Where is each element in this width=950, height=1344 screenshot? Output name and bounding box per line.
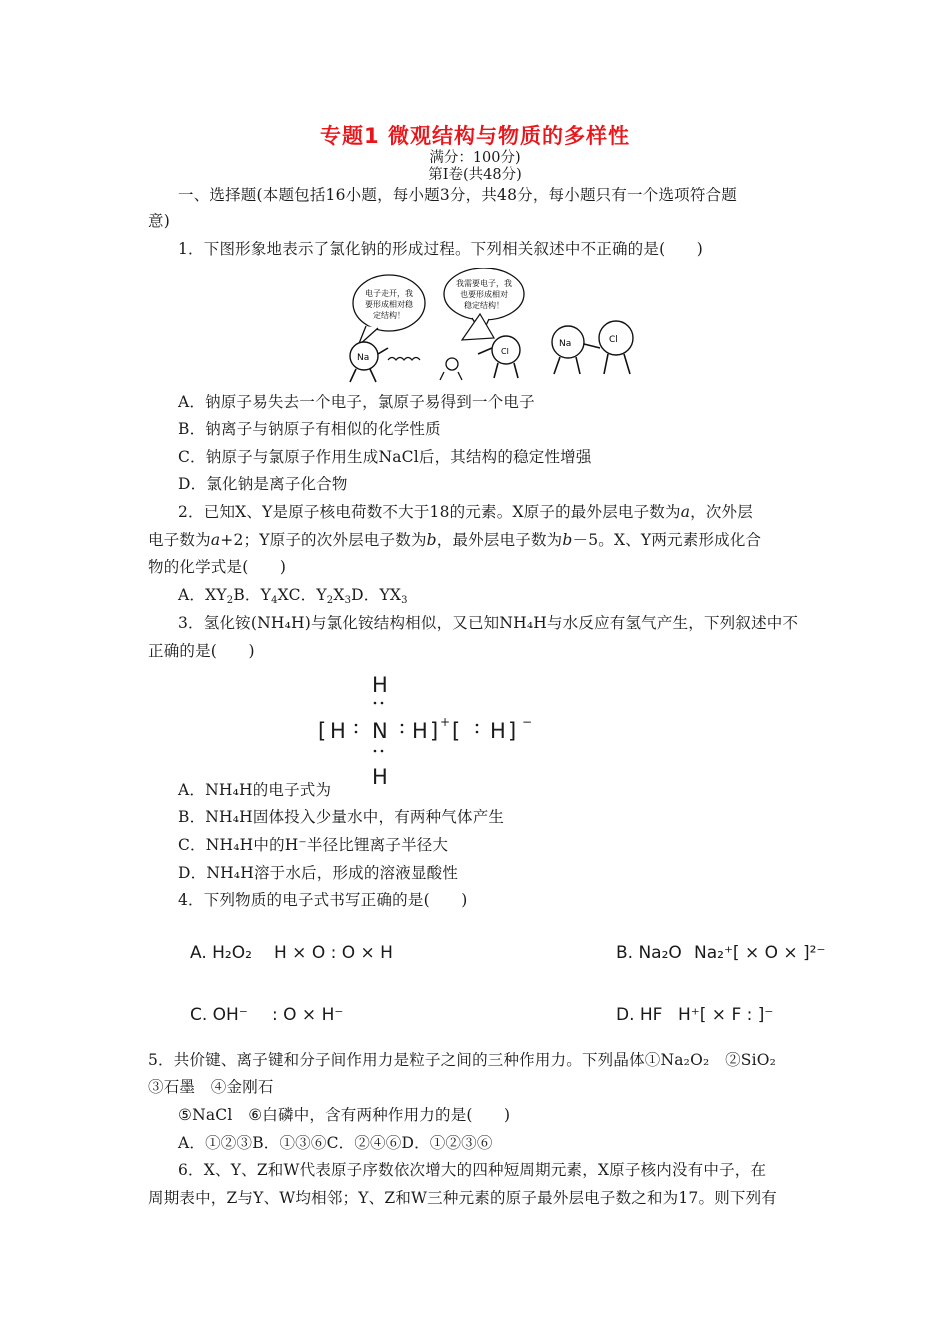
q3-line-2: 正确的是( ) — [148, 642, 255, 660]
q2-opt-c: XC．Y — [277, 586, 327, 604]
q1-option-b: B．钠离子与钠原子有相似的化学性质 — [178, 420, 441, 438]
bubble-left-line2: 要形成相对稳 — [365, 300, 413, 309]
q5-options: A．①②③B．①③⑥C．②④⑥D．①②③⑥ — [178, 1134, 493, 1152]
q2-opt-d-sub: 3 — [401, 595, 408, 606]
q5-line-3: ⑤NaCl ⑥白磷中，含有两种作用力的是( ) — [178, 1106, 511, 1124]
full-score: 满分：100分) — [429, 150, 521, 166]
q6-line-1: 6．X、Y、Z和W代表原子序数依次增大的四种短周期元素，X原子核内没有中子，在 — [178, 1161, 767, 1179]
electron — [446, 358, 458, 370]
q3-option-d: D．NH₄H溶于水后，形成的溶液显酸性 — [178, 864, 459, 882]
q2-line-1-text: 2．已知X、Y是原子核电荷数不大于18的元素。X原子的最外层电子数为 — [178, 503, 681, 521]
svg-text:−: − — [522, 715, 533, 729]
cl-label-right: Cl — [609, 335, 618, 345]
q5-line-2: ③石墨 ④金刚石 — [148, 1078, 274, 1096]
bubble-left-line3: 定结构！ — [373, 311, 405, 320]
q2-var-a2: a — [210, 531, 221, 549]
q1-option-a: A．钠原子易失去一个电子，氯原子易得到一个电子 — [178, 393, 535, 411]
q4-stem: 4．下列物质的电子式书写正确的是( ) — [178, 891, 468, 909]
bubble-right-line3: 稳定结构！ — [464, 301, 504, 310]
q2-line-1 — [178, 500, 753, 522]
volume-heading: 第Ⅰ卷(共48分) — [428, 167, 522, 183]
svg-text:]: ] — [430, 719, 439, 743]
q1-option-d: D．氯化钠是离子化合物 — [178, 475, 348, 493]
q6-line-2: 周期表中，Z与Y、W均相邻；Y、Z和W三种元素的原子最外层电子数之和为17。则下列有 — [148, 1189, 777, 1207]
q2-line-2-b: +2；Y原子的次外层电子数为 — [220, 531, 427, 549]
q3-option-c: C．NH₄H中的H⁻半径比锂离子半径大 — [178, 836, 449, 854]
svg-text:+: + — [440, 715, 451, 729]
svg-text:H: H — [330, 719, 346, 743]
nacl-formation-cartoon — [344, 268, 644, 386]
svg-text:[: [ — [452, 719, 461, 743]
q1-stem: 1．下图形象地表示了氯化钠的形成过程。下列相关叙述中不正确的是( ) — [178, 240, 703, 258]
q2-var-a: a — [680, 503, 691, 521]
q2-opt-c-mid: X — [333, 586, 345, 604]
svg-text:H: H — [490, 719, 506, 743]
bubble-right-line1: 我需要电子，我 — [456, 279, 512, 288]
q4-option-b-label: B. Na₂O — [616, 943, 682, 963]
q3-option-b: B．NH₄H固体投入少量水中，有两种气体产生 — [178, 808, 505, 826]
q2-var-b: b — [426, 531, 437, 549]
motion-lines — [388, 358, 420, 361]
svg-text:[: [ — [318, 719, 327, 743]
q2-opt-c-sub2: 3 — [344, 595, 352, 606]
q2-opt-a-sub: 2 — [226, 595, 234, 606]
q4-option-d-label: D. HF — [616, 1005, 663, 1025]
q2-opt-a: A．XY — [178, 586, 227, 604]
q5-line-1: 5．共价键、离子键和分子间作用力是粒子之间的三种作用力。下列晶体①Na₂O₂ ②SiO₂ — [148, 1051, 777, 1069]
q2-var-b2: b — [562, 531, 573, 549]
q3-option-a: A．NH₄H的电子式为 — [178, 781, 332, 799]
q2-line-1-end: ，次外层 — [690, 503, 753, 521]
page-title: 专题1 微观结构与物质的多样性 — [320, 124, 630, 148]
q2-opt-d: D．YX — [351, 586, 402, 604]
q4-option-b-formula: Na₂⁺[ × O × ]²⁻ — [694, 943, 826, 963]
q2-line-2-c: ，最外层电子数为 — [436, 531, 563, 549]
section-intro-cont: 意) — [148, 212, 170, 230]
q2-options — [178, 583, 408, 606]
bubble-right-line2: 也要形成相对 — [460, 290, 508, 299]
q2-line-3: 物的化学式是( ) — [148, 558, 287, 576]
electron-legs — [440, 372, 462, 380]
q2-line-2 — [148, 528, 761, 550]
q2-line-2-a: 电子数为 — [148, 531, 211, 549]
q1-option-c: C．钠原子与氯原子作用生成NaCl后，其结构的稳定性增强 — [178, 448, 592, 466]
q2-line-2-d: －5。X、Y两元素形成化合 — [572, 531, 762, 549]
na-label-right: Na — [559, 339, 572, 349]
cl-ion-legs — [604, 354, 630, 374]
svg-text:]: ] — [508, 719, 517, 743]
q4-option-a-formula: H × O : O × H — [274, 943, 393, 963]
q2-opt-c-sub1: 2 — [326, 595, 334, 606]
svg-text:H: H — [372, 673, 388, 697]
q4-option-c-formula: : O × H⁻ — [272, 1005, 344, 1025]
q4-option-a-label: A. H₂O₂ — [190, 943, 252, 963]
nh4h-electron-formula — [300, 672, 560, 788]
na-label-left: Na — [357, 353, 370, 363]
bubble-left-line1: 电子走开，我 — [365, 289, 413, 298]
section-intro: 一、选择题(本题包括16小题，每小题3分，共48分，每小题只有一个选项符合题 — [178, 186, 737, 204]
q3-line-1: 3．氢化铵(NH₄H)与氯化铵结构相似，又已知NH₄H与水反应有氢气产生，下列叙述中不 — [178, 614, 799, 632]
q2-opt-b-sub: 4 — [271, 595, 278, 606]
svg-text:N: N — [372, 719, 388, 743]
svg-text:H: H — [412, 719, 428, 743]
cl-label-middle: Cl — [501, 347, 509, 356]
q4-option-c-label: C. OH⁻ — [190, 1005, 248, 1025]
q4-option-d-formula: H⁺[ × F : ]⁻ — [678, 1005, 774, 1025]
q2-opt-b: B．Y — [233, 586, 272, 604]
svg-text:H: H — [372, 765, 388, 788]
